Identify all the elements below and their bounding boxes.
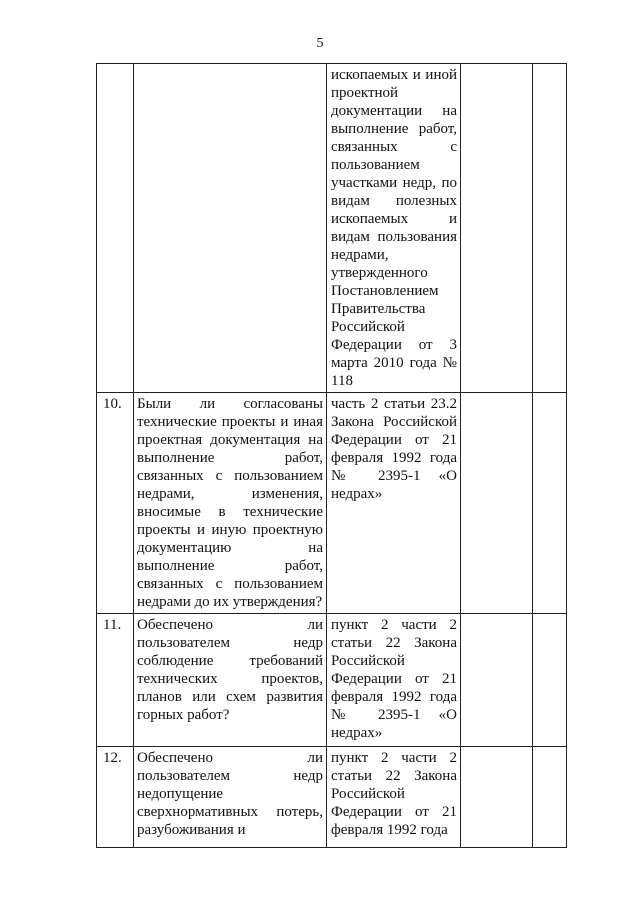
legal-reference-cell: пункт 2 части 2 статьи 22 Закона Российской Федерации от 21 февраля 1992 года № 2395-1 «О недрах» — [327, 614, 461, 747]
question-cell: Обеспечено ли пользователем недр недопущение сверхнормативных потерь, разубоживания и — [134, 747, 327, 848]
empty-cell — [533, 747, 567, 848]
page-number: 5 — [316, 36, 324, 51]
checklist-table — [96, 63, 567, 848]
table-row — [97, 614, 567, 747]
legal-reference-cell: часть 2 статьи 23.2 Закона Российской Федерации от 21 февраля 1992 года № 2395-1 «О недрах» — [327, 393, 461, 614]
empty-cell — [533, 393, 567, 614]
empty-cell — [461, 64, 533, 393]
empty-cell — [533, 64, 567, 393]
table-row — [97, 64, 567, 393]
row-number-cell: 11. — [97, 614, 134, 747]
question-cell: Обеспечено ли пользователем недр соблюдение требований технических проектов, планов или схем развития горных работ? — [134, 614, 327, 747]
legal-reference-cell: пункт 2 части 2 статьи 22 Закона Российской Федерации от 21 февраля 1992 года — [327, 747, 461, 848]
empty-cell — [461, 614, 533, 747]
row-number-cell: 12. — [97, 747, 134, 848]
legal-reference-cell: ископаемых и иной проектной документации на выполнение работ, связанных с пользованием участками недр, по видам полезных ископаемых и видам пользования недрами, утвержденного Постановлением Правительства Российской Федерации от 3 марта 2010 года № 118 — [327, 64, 461, 393]
table-row — [97, 747, 567, 848]
row-number-cell: 10. — [97, 393, 134, 614]
empty-cell — [461, 393, 533, 614]
question-cell — [134, 64, 327, 393]
empty-cell — [461, 747, 533, 848]
empty-cell — [533, 614, 567, 747]
question-cell: Были ли согласованы технические проекты и иная проектная документация на выполнение работ, связанных с пользованием недрами, изменения, вносимые в технические проекты и иную проектную документацию на выполнение работ, связанных с пользованием недрами до их утверждения? — [134, 393, 327, 614]
table-row — [97, 393, 567, 614]
row-number-cell — [97, 64, 134, 393]
